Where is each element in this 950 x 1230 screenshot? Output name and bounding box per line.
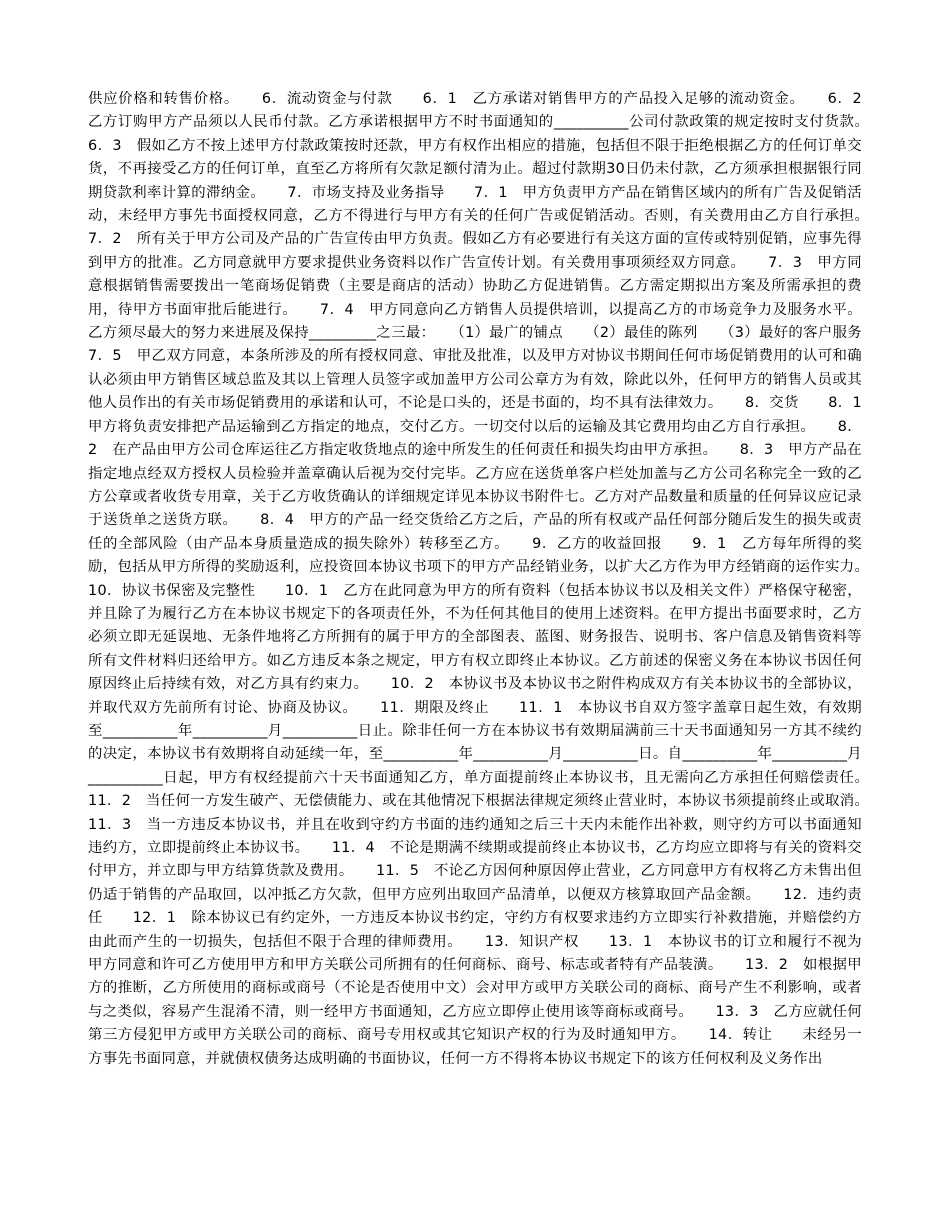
clause-8-delivery: 8．交货 8．1 甲方将负责安排把产品运输到乙方指定的地点，交付乙方。一切交付以后的运输及其它费用均由乙方自行承担。 8．2 在产品由甲方公司仓库运往乙方指定收货地点的途中所发生的任何责任和损失均由甲方承担。 8．3 甲方产品在指定地点经双方授权人员检验并盖章确认后视为交付完毕。乙方应在送货单客户栏处加盖与乙方公司名称完全一致的乙方公章或者收货专用章，关于乙方收货确认的详细规定详见本协议书附件七。乙方对产品数量和质量的任何异议应记录于送货单之送货方联。 8．4 甲方的产品一经交货给乙方之后，产品的所有权或产品任何部分随后发生的损失或责任的全部风险（由产品本身质量造成的损失除外）转移至乙方。: [88, 395, 877, 552]
clause-12-liability: 12．违约责任 12．1 除本协议已有约定外，一方违反本协议书约定，守约方有权要求违约方立即实行补救措施，并赔偿约方由此而产生的一切损失，包括但不限于合理的律师费用。: [88, 886, 862, 950]
clause-10-confidentiality: 10．协议书保密及完整性 10．1 乙方在此同意为甲方的所有资料（包括本协议书以及相关文件）严格保守秘密，并且除了为履行乙方在本协议书规定下的各项责任外，不为任何其他目的使用上述资料。在甲方提出书面要求时，乙方必须立即无延误地、无条件地将乙方所拥有的属于甲方的全部图表、蓝图、财务报告、说明书、客户信息及销售资料等所有文件材料归还给甲方。如乙方违反本条之规定，甲方有权立即终止本协议。乙方前述的保密义务在本协议书因任何原因终止后持续有效，对乙方具有约束力。 10．2 本协议书及本协议书之附件构成双方有关本协议书的全部协议，并取代双方先前所有讨论、协商及协议。: [88, 582, 862, 716]
clause-13-intellectual-property: 13．知识产权 13．1 本协议书的订立和履行不视为甲方同意和许可乙方使用甲方和甲方关联公司所拥有的任何商标、商号、标志或者特有产品装潢。 13．2 如根据甲方的推断，乙方所使用的商标或商号（不论是否使用中文）会对甲方或甲方关联公司的商标、商号产生不利影响，或者与之类似，容易产生混淆不清，则一经甲方书面通知，乙方应立即停止使用该等商标或商号。 13．3 乙方应就任何第三方侵犯甲方或甲方关联公司的商标、商号专用权或其它知识产权的行为及时通知甲方。: [88, 933, 862, 1044]
clause-9-returns: 9．乙方的收益回报 9．1 乙方每年所得的奖励，包括从甲方所得的奖励返利，应投资回本协议书项下的甲方产品经销业务，以扩大乙方作为甲方经销商的运作实力。: [88, 535, 892, 576]
clause-6-payment: 供应价格和转售价格。 6．流动资金与付款 6．1 乙方承诺对销售甲方的产品投入足够的流动资金。 6．2 乙方订购甲方产品须以人民币付款。乙方承诺根据甲方不时书面通知的__________公司付款政策的规定按时支付货款。 6．3 假如乙方不按上述甲方付款政策按时还款，甲方有权作出相应的措施，包括但不限于拒绝根据乙方的任何订单交货，不再接受乙方的任何订单，直至乙方将所有欠款足额付清为止。超过付款期30日仍未付款，乙方须承担根据银行同期贷款利率计算的滞纳金。: [88, 91, 892, 201]
clause-7-market-support: 7．市场支持及业务指导 7．1 甲方负责甲方产品在销售区域内的所有广告及促销活动，未经甲方事先书面授权同意，乙方不得进行与甲方有关的任何广告或促销活动。否则，有关费用由乙方自行承担。 7．2 所有关于甲方公司及产品的广告宣传由甲方负责。假如乙方有必要进行有关这方面的宣传或特别促销，应事先得到甲方的批准。乙方同意就甲方要求提供业务资料以作广告宣传计划。有关费用事项须经双方同意。 7．3 甲方同意根据销售需要拨出一笔商场促销费（主要是商店的活动）协助乙方促进销售。乙方需定期拟出方案及所需承担的费用，待甲方书面审批后能进行。 7．4 甲方同意向乙方销售人员提供培训，以提高乙方的市场竞争力及服务水平。乙方须尽最大的努力来进展及保持_________之三最： （1）最广的铺点 （2）最佳的陈列 （3）最好的客户服务 7．5 甲乙双方同意，本条所涉及的所有授权同意、审批及批准，以及甲方对协议书期间任何市场促销费用的认可和确认必须由甲方销售区域总监及其以上管理人员签字或加盖甲方公司公章方为有效，除此以外，任何甲方的销售人员或其他人员作出的有关市场促销费用的承诺和认可，不论是口头的，还是书面的，均不具有法律效力。: [88, 184, 892, 412]
contract-body-text: [88, 88, 892, 1071]
clause-11-term-termination: 11．期限及终止 11．1 本协议书自双方签字盖章日起生效，有效期至__________年__________月__________日止。除非任何一方在本协议书有效期届满前三十天书面通知另一方其不续约的决定，本协议书有效期将自动延续一年，至__________年__________月__________日。自__________年__________月__________日起，甲方有权经提前六十天书面通知乙方，单方面提前终止本协议书，且无需向乙方承担任何赔偿责任。 11．2 当任何一方发生破产、无偿债能力、或在其他情况下根据法律规定须终止营业时，本协议书须提前终止或取消。 11．3 当一方违反本协议书，并且在收到守约方书面的违约通知之后三十天内未能作出补救，则守约方可以书面通知违约方，立即提前终止本协议书。 11．4 不论是期满不续期或提前终止本协议书，乙方均应立即将与有关的资料交付甲方，并立即与甲方结算货款及费用。 11．5 不论乙方因何种原因停止营业，乙方同意甲方有权将乙方未售出但仍适于销售的产品取回，以冲抵乙方欠款，但甲方应列出取回产品清单，以便双方核算取回产品金额。: [88, 699, 892, 903]
clause-14-assignment: 14．转让 未经另一方事先书面同意，并就债权债务达成明确的书面协议，任何一方不得将本协议书规定下的该方任何权利及义务作出: [88, 1027, 862, 1067]
